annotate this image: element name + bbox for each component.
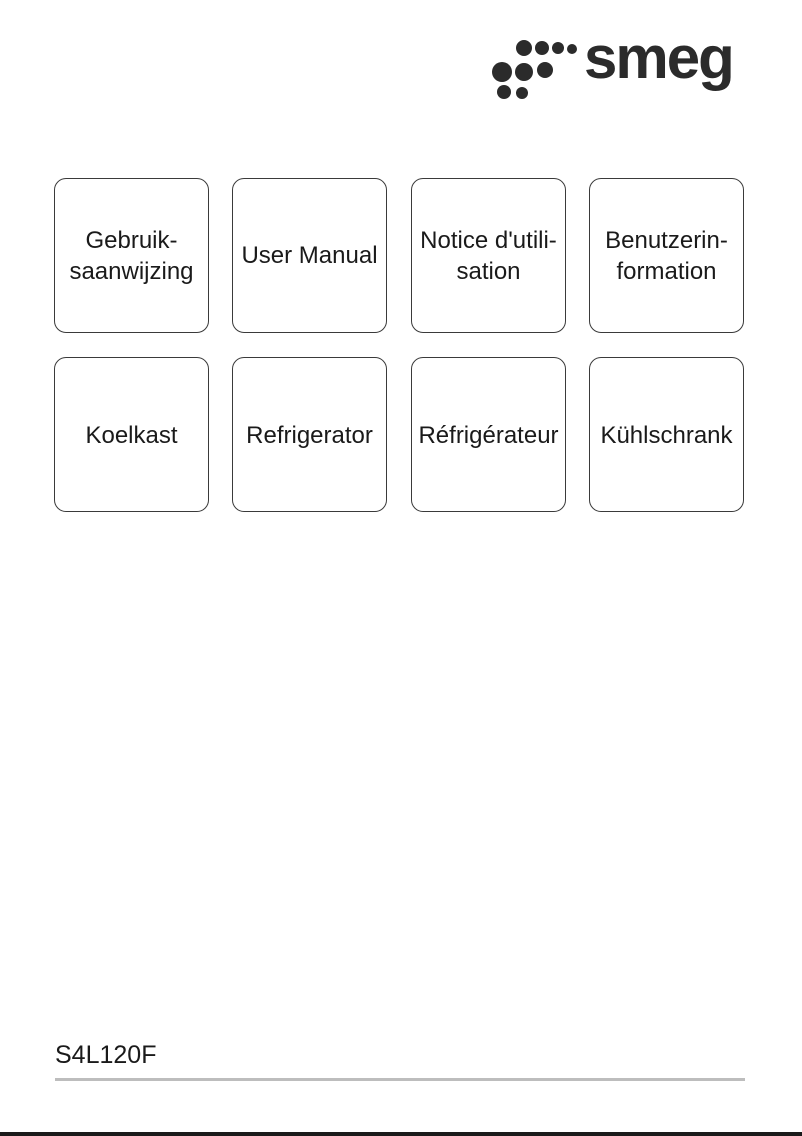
product-label: Réfrigérateur	[418, 422, 559, 449]
product-label: Refrigerator	[246, 422, 373, 449]
product-tile-dutch	[54, 357, 209, 512]
manual-tile-german	[589, 178, 744, 333]
product-label: Koelkast	[85, 422, 178, 449]
manual-label: Benutzerin- formation	[605, 226, 728, 285]
model-number: S4L120F	[55, 1041, 157, 1069]
product-tile-french	[411, 357, 566, 512]
manual-label: Notice d'utili- sation	[420, 226, 557, 285]
manual-tile-english	[232, 178, 387, 333]
manual-tile-dutch	[54, 178, 209, 333]
product-tile-english	[232, 357, 387, 512]
brand-wordmark: smeg	[584, 24, 733, 91]
manual-label: Gebruik- saanwijzing	[69, 226, 194, 285]
product-tile-german	[589, 357, 744, 512]
logo-dots-icon	[488, 30, 588, 100]
smeg-logo	[488, 24, 758, 100]
footer-divider	[55, 1078, 745, 1081]
manual-label: User Manual	[241, 242, 378, 269]
page-bottom-edge	[0, 1132, 802, 1136]
product-label: Kühlschrank	[600, 422, 733, 449]
manual-tile-french	[411, 178, 566, 333]
